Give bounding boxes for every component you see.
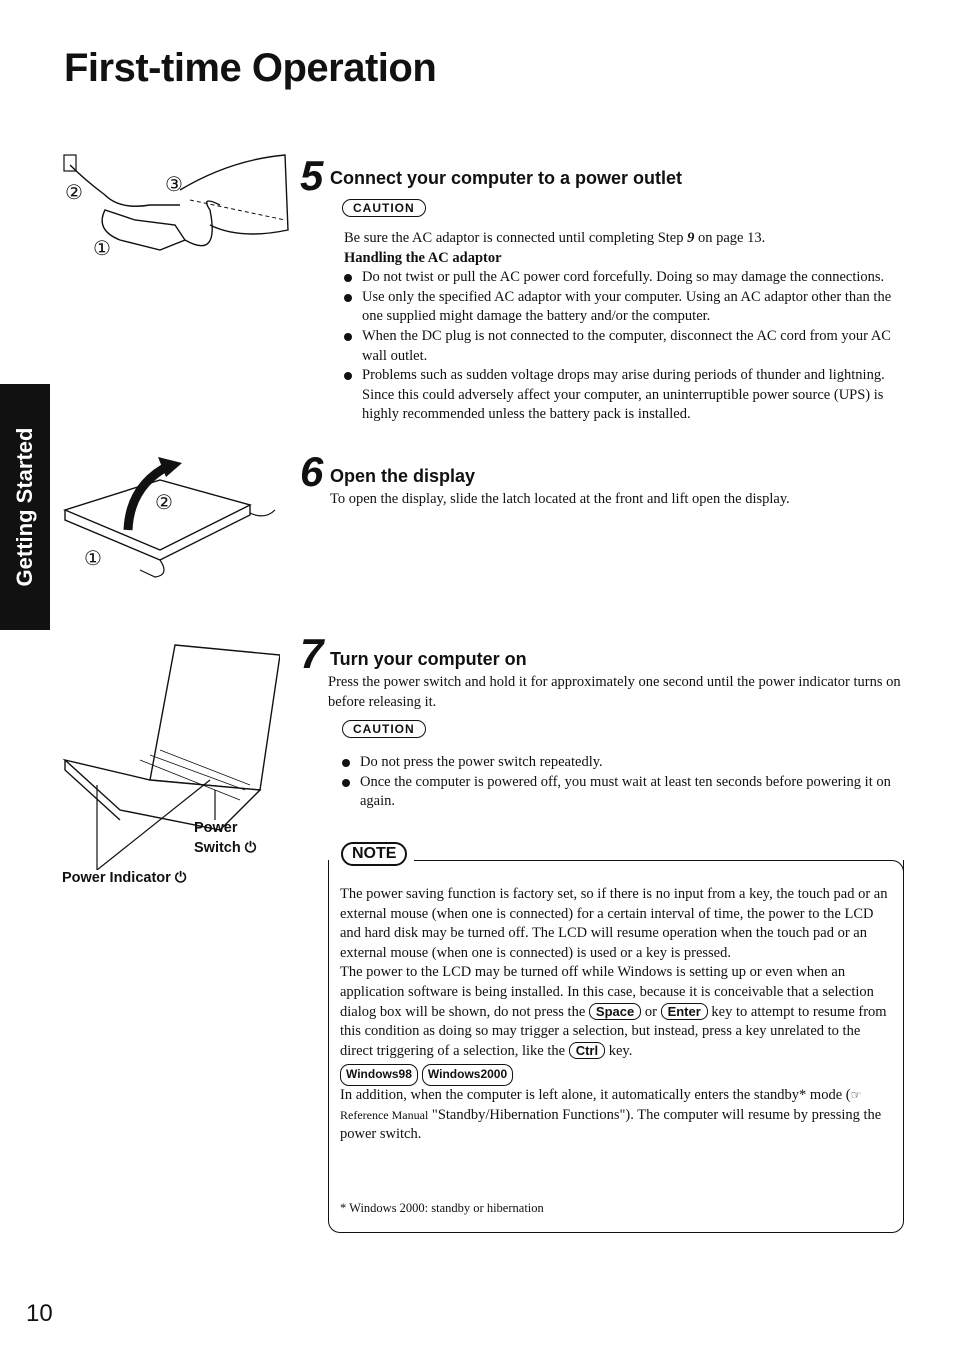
fig1-callout-2: ② [65, 182, 83, 204]
list-item: Do not twist or pull the AC power cord forcefully. Doing so may damage the connections. [344, 268, 904, 288]
step-5-caution-badge: CAUTION [342, 199, 426, 217]
power-indicator-label: Power Indicator ⏻ [62, 870, 187, 886]
step-7-body [342, 753, 897, 812]
reference-manual-icon: ☞ Reference Manual [340, 1087, 862, 1122]
step-6-number: 6 [300, 448, 324, 495]
note-paragraph-2: The power to the LCD may be turned off while Windows is setting up or even when an application software is being installed. In this case, because it is conceivable that a selection dialog box will be shown, do not press the Space or Enter key to attempt to resume from this condition as doing so may trigger a selection, but instead, press a key unrelated to the direct triggering of a selection, like the Ctrl key. [340, 964, 887, 1059]
step-5-title: Connect your computer to a power outlet [330, 168, 683, 188]
note-paragraph-3: In addition, when the computer is left alone, it automatically enters the standby* mode (☞ Reference Manual "Standby/Hibernation Functions"). The computer will resume by pressing the power switch. [340, 1086, 882, 1143]
fig1-callout-1: ① [93, 238, 111, 260]
page-title: First-time Operation [64, 46, 437, 90]
note-label: NOTE [341, 842, 407, 866]
power-switch-label: Power [194, 820, 238, 836]
power-indicator-icon: ⏻ [174, 870, 187, 886]
step-6-title: Open the display [330, 466, 476, 486]
step-7-title: Turn your computer on [330, 649, 527, 669]
fig2-callout-2: ② [155, 492, 173, 514]
note-paragraph-1: The power saving function is factory set, so if there is no input from a key, the touch pad or an external mouse (when one is connected) for a certain interval of time, the power to the LCD and hard disk may be turned off. The LCD will resume operation when the touch pad or an external mouse (when one is connected) is used or a key is pressed. [340, 886, 888, 961]
side-tab-label: Getting Started [12, 427, 37, 587]
list-item: Use only the specified AC adaptor with your computer. Using an AC adaptor other than the one supplied might damage the battery and/or the computer. [344, 288, 904, 327]
windows98-badge: Windows98 [340, 1064, 418, 1086]
list-item: When the DC plug is not connected to the computer, disconnect the AC cord from your AC wall outlet. [344, 327, 904, 366]
list-item: Problems such as sudden voltage drops may arise during periods of thunder and lightning. Since this could adversely affect your computer, an uninterruptible power source (UPS) is highly recommended unless the battery pack is installed. [344, 366, 904, 425]
step-7-bullet-list [342, 753, 897, 812]
step-7-number: 7 [300, 630, 324, 677]
step-5-intro: Be sure the AC adaptor is connected until completing Step 9 on page 13. [344, 230, 766, 246]
note-box-corner [880, 860, 904, 884]
step-5-subheading: Handling the AC adaptor [344, 249, 502, 266]
step-7-text: Press the power switch and hold it for approximately one second until the power indicator turns on before releasing it. [328, 674, 901, 710]
power-switch-illustration [60, 640, 280, 870]
os-badges [340, 1064, 895, 1086]
note-box-top-border [414, 860, 892, 861]
windows2000-badge: Windows2000 [422, 1064, 513, 1086]
power-switch-label-line2: Switch ⏻ [194, 840, 257, 856]
step-5-number: 5 [300, 152, 324, 199]
step-5-bullet-list [344, 268, 904, 425]
note-footnote: * Windows 2000: standby or hibernation [340, 1201, 544, 1215]
list-item: Do not press the power switch repeatedly. [342, 753, 897, 773]
page-number: 10 [26, 1300, 53, 1327]
power-icon: ⏻ [244, 840, 257, 856]
side-tab [0, 384, 50, 630]
fig1-callout-3: ③ [165, 174, 183, 196]
ctrl-key: Ctrl [569, 1042, 605, 1059]
step-6-text: To open the display, slide the latch located at the front and lift open the display. [330, 491, 790, 507]
enter-key: Enter [661, 1003, 708, 1020]
note-content [340, 885, 895, 1145]
fig2-callout-1: ① [84, 548, 102, 570]
space-key: Space [589, 1003, 641, 1020]
step-7-caution-badge: CAUTION [342, 720, 426, 738]
step-5-body [344, 229, 904, 425]
list-item: Once the computer is powered off, you must wait at least ten seconds before powering it on again. [342, 773, 897, 812]
